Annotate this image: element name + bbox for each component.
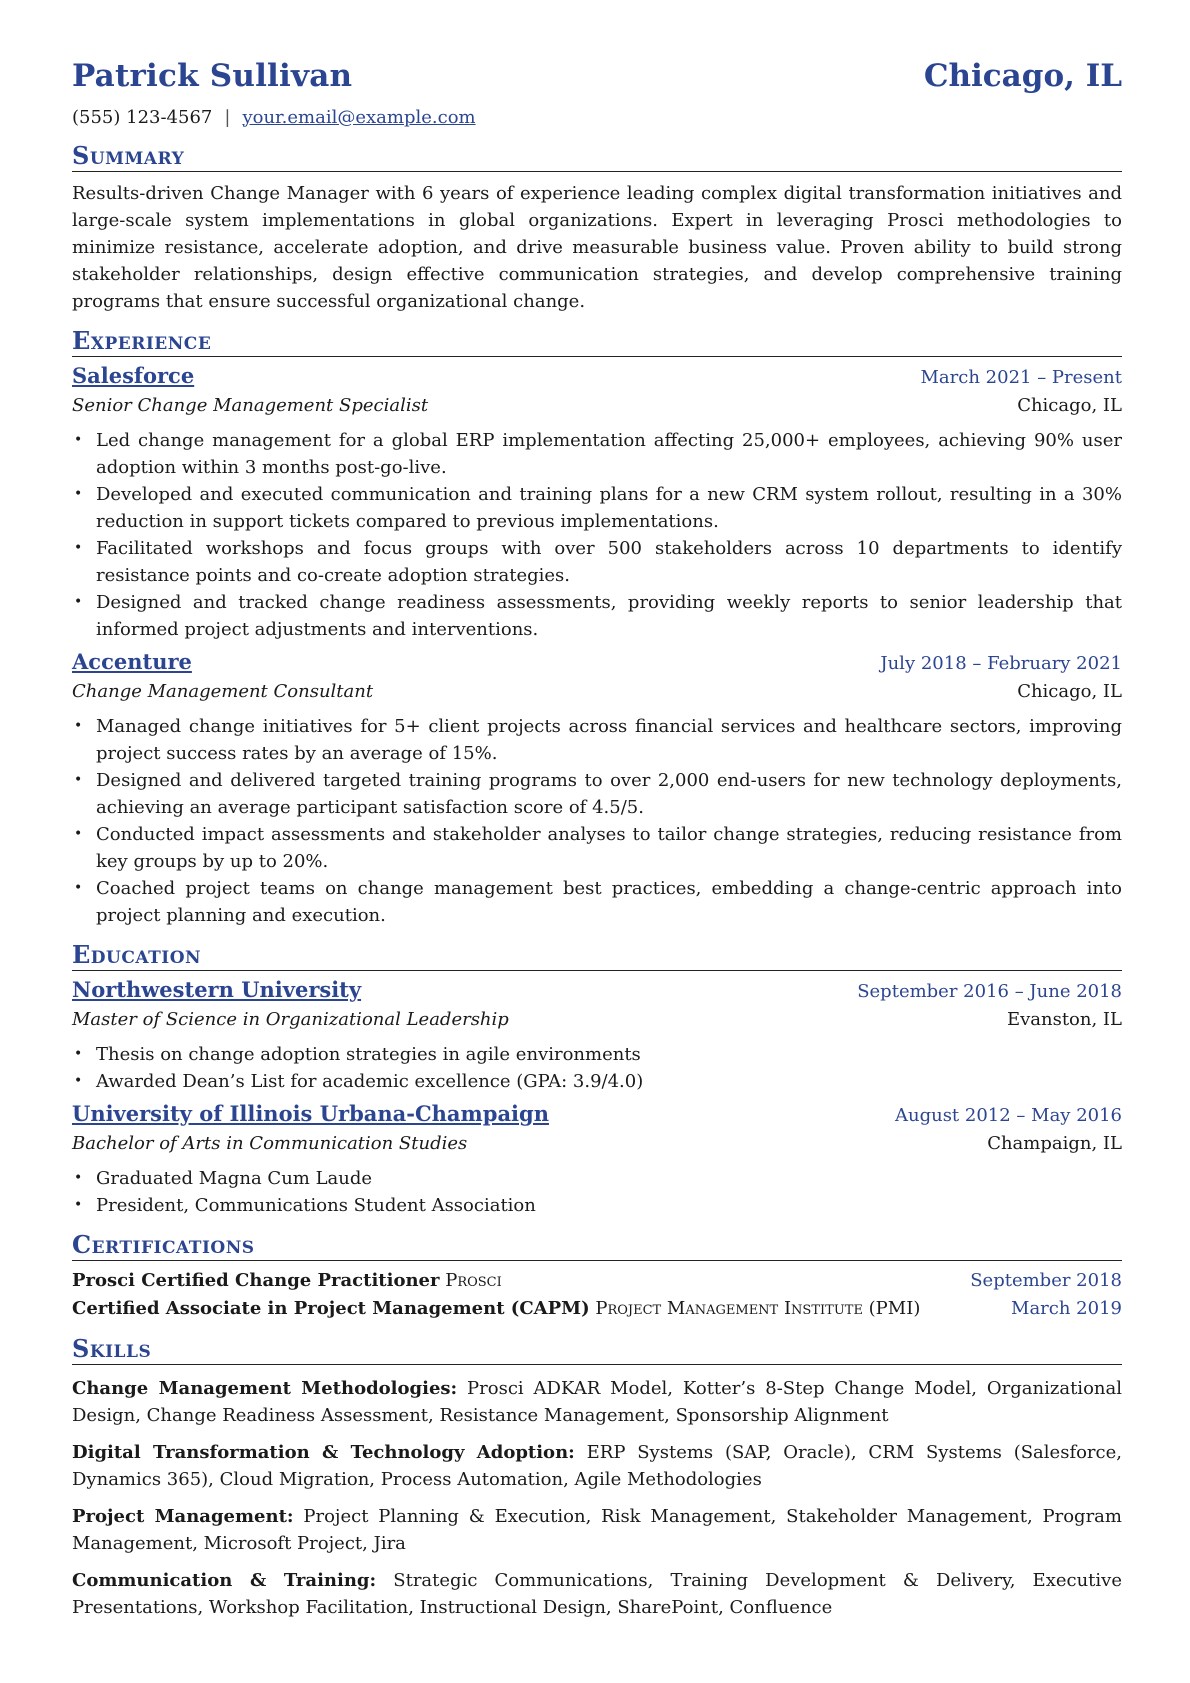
summary-section (72, 142, 1122, 315)
section-title-experience: Experience (72, 327, 1122, 357)
job-title: Change Management Consultant (72, 681, 374, 702)
degree-title: Bachelor of Arts in Communication Studies (72, 1133, 468, 1154)
certification-item (72, 1267, 1122, 1295)
candidate-location: Chicago, IL (923, 58, 1122, 94)
study-dates: August 2012 – May 2016 (894, 1105, 1122, 1126)
achievement-list (72, 713, 1122, 929)
skill-list: Prosci ADKAR Model, Kotter’s 8-Step Change Model, Organizational Design, Change Readiness Assessment, Resistance Management, Sponsorship Alignment (72, 1378, 1122, 1426)
employment-dates: March 2021 – Present (920, 367, 1122, 388)
phone-number: (555) 123-4567 (72, 106, 213, 128)
certification-name: Certified Associate in Project Management (CAPM) (72, 1298, 590, 1319)
job-location: Chicago, IL (1017, 395, 1122, 416)
bullet-icon: • (74, 772, 83, 788)
certification-item (72, 1295, 1122, 1323)
degree-title: Master of Science in Organizational Leadership (72, 1009, 509, 1030)
bullet-icon: • (74, 594, 83, 610)
bullet-icon: • (74, 540, 83, 556)
header (72, 58, 1122, 102)
skill-category: Digital Transformation & Technology Adoption: (72, 1442, 575, 1463)
section-title-certifications: Certifications (72, 1231, 1122, 1261)
institution-name[interactable]: Northwestern University (72, 977, 362, 1002)
certifications-section (72, 1231, 1122, 1323)
certification-issuer: Project Management Institute (PMI) (595, 1298, 921, 1319)
contact-line (72, 104, 1122, 130)
contact-separator: | (224, 106, 231, 128)
achievement-list (72, 427, 1122, 643)
section-title-education: Education (72, 941, 1122, 971)
employment-dates: July 2018 – February 2021 (880, 653, 1122, 674)
summary-text: Results-driven Change Manager with 6 years of experience leading complex digital transformation initiatives and large-scale system implementations in global organizations. Expert in leveraging Prosci methodologies to minimize resistance, accelerate adoption, and drive measurable business value. Proven ability to build strong stakeholder relationships, design effective communication strategies, and develop comprehensive training programs that ensure successful organizational change. (72, 183, 1122, 312)
list-item: • Designed and delivered targeted training programs to over 2,000 end-users for new technology deployments, achieving an average participant satisfaction score of 4.5/5. (96, 767, 1122, 821)
skill-category: Change Management Methodologies: (72, 1378, 458, 1399)
list-item: • Coached project teams on change management best practices, embedding a change-centric approach into project planning and execution. (96, 875, 1122, 929)
list-item: • President, Communications Student Association (96, 1192, 1122, 1219)
experience-entry (72, 361, 1122, 643)
experience-section (72, 327, 1122, 929)
institution-location: Champaign, IL (987, 1133, 1122, 1154)
skill-group (72, 1503, 1122, 1557)
certification-issuer: Prosci (445, 1270, 502, 1291)
bullet-icon: • (74, 486, 83, 502)
job-location: Chicago, IL (1017, 681, 1122, 702)
study-dates: September 2016 – June 2018 (857, 981, 1122, 1002)
education-entry (72, 1099, 1122, 1219)
list-item: • Graduated Magna Cum Laude (96, 1165, 1122, 1192)
candidate-name: Patrick Sullivan (72, 58, 353, 94)
skill-list: ERP Systems (SAP, Oracle), CRM Systems (Salesforce, Dynamics 365), Cloud Migration, Process Automation, Agile Methodologies (72, 1442, 1122, 1490)
resume-page (72, 58, 1122, 1621)
skill-list: Project Planning & Execution, Risk Management, Stakeholder Management, Program Management, Microsoft Project, Jira (72, 1506, 1122, 1554)
skill-category: Project Management: (72, 1506, 294, 1527)
list-item: • Developed and executed communication and training plans for a new CRM system rollout, resulting in a 30% reduction in support tickets compared to previous implementations. (96, 481, 1122, 535)
institution-location: Evanston, IL (1006, 1009, 1122, 1030)
bullet-icon: • (74, 1170, 83, 1186)
experience-entry (72, 647, 1122, 929)
employer-name[interactable]: Accenture (72, 649, 192, 674)
list-item: • Designed and tracked change readiness assessments, providing weekly reports to senior leadership that informed project adjustments and interventions. (96, 589, 1122, 643)
bullet-icon: • (74, 1197, 83, 1213)
education-entry (72, 975, 1122, 1095)
institution-name[interactable]: University of Illinois Urbana-Champaign (72, 1101, 549, 1126)
job-title: Senior Change Management Specialist (72, 395, 429, 416)
education-details (72, 1165, 1122, 1219)
skill-group (72, 1375, 1122, 1429)
education-details (72, 1041, 1122, 1095)
skill-group (72, 1439, 1122, 1493)
skills-section (72, 1335, 1122, 1621)
skill-list: Strategic Communications, Training Development & Delivery, Executive Presentations, Workshop Facilitation, Instructional Design, SharePoint, Confluence (72, 1570, 1122, 1618)
bullet-icon: • (74, 880, 83, 896)
certification-date: March 2019 (1011, 1298, 1122, 1319)
list-item: • Managed change initiatives for 5+ client projects across financial services and healthcare sectors, improving project success rates by an average of 15%. (96, 713, 1122, 767)
section-title-summary: Summary (72, 142, 1122, 172)
certification-date: September 2018 (970, 1270, 1122, 1291)
bullet-icon: • (74, 1046, 83, 1062)
list-item: • Conducted impact assessments and stakeholder analyses to tailor change strategies, reducing resistance from key groups by up to 20%. (96, 821, 1122, 875)
list-item: • Facilitated workshops and focus groups with over 500 stakeholders across 10 departments to identify resistance points and co-create adoption strategies. (96, 535, 1122, 589)
skill-category: Communication & Training: (72, 1570, 377, 1591)
skill-group (72, 1567, 1122, 1621)
bullet-icon: • (74, 826, 83, 842)
email-link[interactable]: your.email@example.com (242, 106, 476, 128)
bullet-icon: • (74, 432, 83, 448)
certification-name: Prosci Certified Change Practitioner (72, 1270, 440, 1291)
education-section (72, 941, 1122, 1219)
list-item: • Thesis on change adoption strategies in agile environments (96, 1041, 1122, 1068)
section-title-skills: Skills (72, 1335, 1122, 1365)
bullet-icon: • (74, 1073, 83, 1089)
list-item: • Awarded Dean’s List for academic excellence (GPA: 3.9/4.0) (96, 1068, 1122, 1095)
list-item: • Led change management for a global ERP implementation affecting 25,000+ employees, achieving 90% user adoption within 3 months post-go-live. (96, 427, 1122, 481)
employer-name[interactable]: Salesforce (72, 363, 195, 388)
bullet-icon: • (74, 718, 83, 734)
